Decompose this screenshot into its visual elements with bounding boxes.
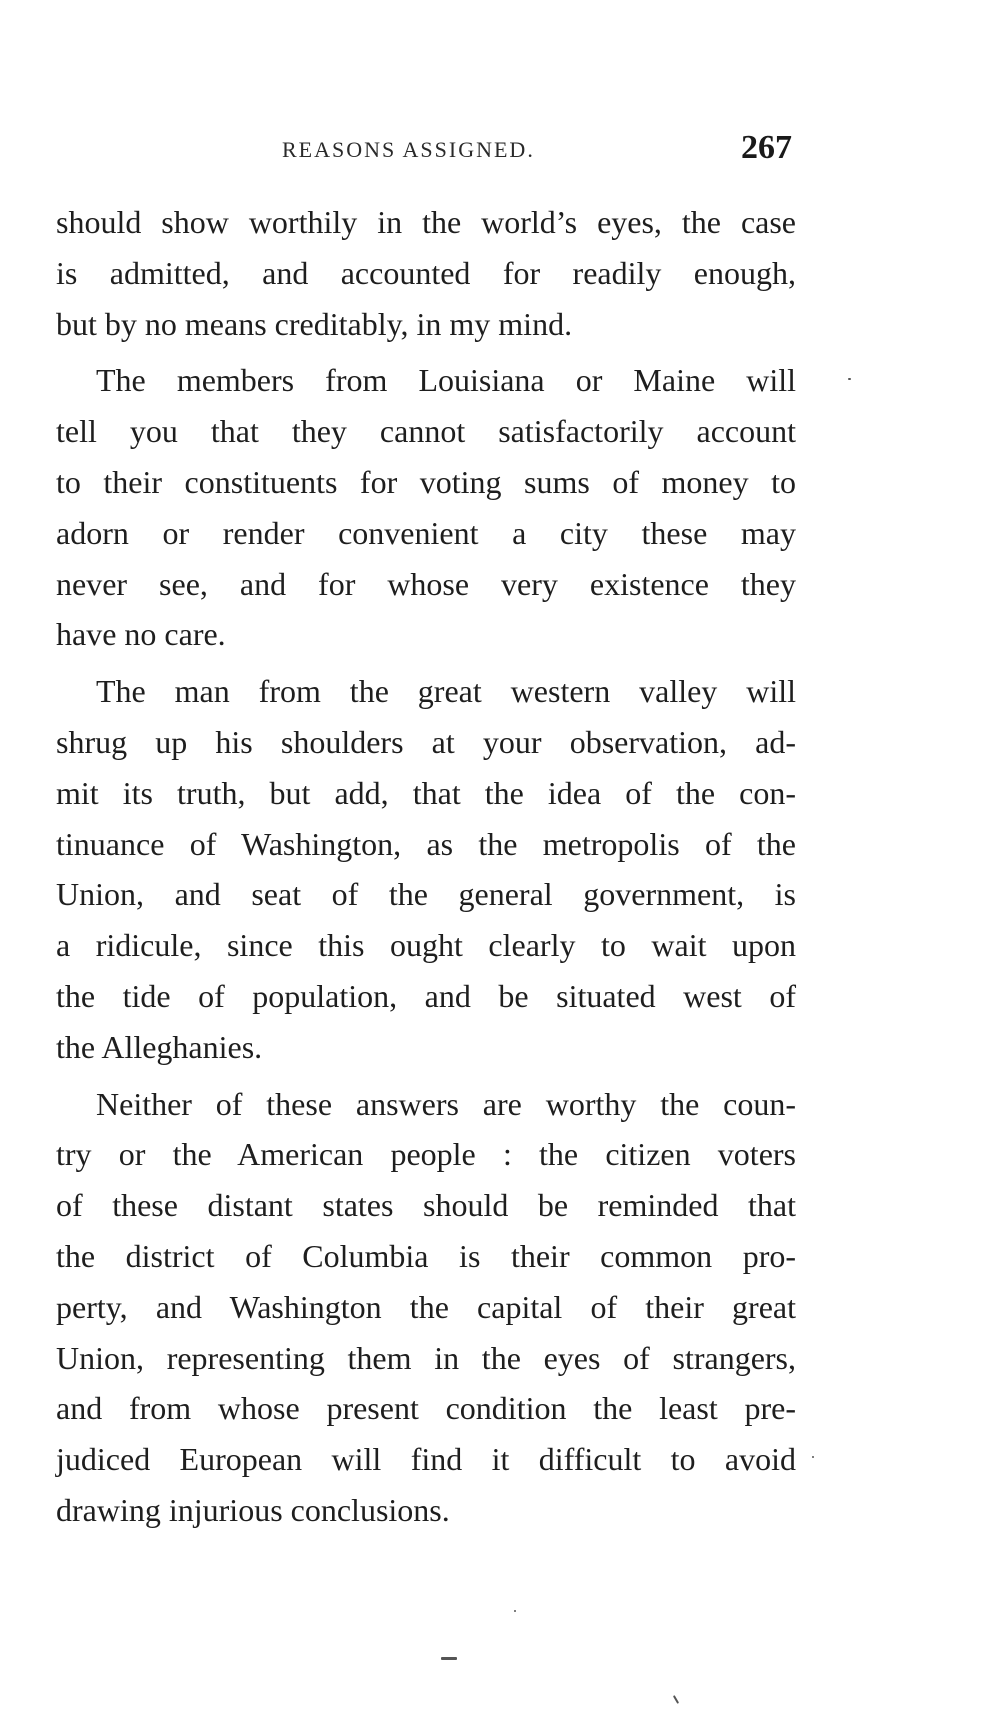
paragraph-4	[56, 1079, 796, 1536]
text-line: to their constituents for voting sums of money to	[56, 463, 796, 500]
text-line: adorn or render convenient a city these may	[56, 514, 796, 551]
text-line: the Alleghanies.	[56, 1028, 263, 1065]
text-line: tell you that they cannot satisfactorily account	[56, 413, 796, 450]
text-line: Neither of these answers are worthy the coun-	[96, 1085, 796, 1122]
body-text	[56, 197, 796, 1536]
scan-speck	[441, 1657, 457, 1660]
text-line: The man from the great western valley will	[96, 673, 796, 710]
text-line: the district of Columbia is their common pro-	[56, 1237, 796, 1274]
text-line: perty, and Washington the capital of their great	[56, 1288, 796, 1325]
text-line: the tide of population, and be situated west of	[56, 977, 796, 1014]
text-line: of these distant states should be reminded that	[56, 1187, 796, 1224]
page-number: 267	[741, 129, 792, 166]
scan-speck	[812, 1456, 814, 1458]
text-line: drawing injurious conclusions.	[56, 1491, 450, 1528]
text-line: Union, and seat of the general government, is	[56, 876, 796, 913]
text-line: a ridicule, since this ought clearly to wait upon	[56, 927, 796, 964]
text-line: mit its truth, but add, that the idea of the con-	[56, 774, 796, 811]
paragraph-1	[56, 197, 796, 349]
text-line: is admitted, and accounted for readily enough,	[56, 254, 796, 291]
text-line: tinuance of Washington, as the metropolis of the	[56, 825, 796, 862]
text-line: try or the American people : the citizen voters	[56, 1136, 796, 1173]
scan-speck	[673, 1695, 679, 1704]
text-line: Union, representing them in the eyes of strangers,	[56, 1339, 796, 1376]
text-line: should show worthily in the world’s eyes, the case	[56, 204, 796, 240]
running-title: REASONS ASSIGNED.	[282, 137, 535, 162]
text-line: but by no means creditably, in my mind.	[56, 305, 573, 342]
text-line: and from whose present condition the least pre-	[56, 1390, 796, 1427]
scan-speck	[514, 1610, 516, 1612]
text-line: judiced European will find it difficult to avoid	[56, 1441, 796, 1478]
text-line: never see, and for whose very existence they	[56, 565, 796, 602]
scan-speck	[848, 378, 851, 380]
text-line: have no care.	[56, 616, 226, 653]
paragraph-2	[56, 355, 796, 660]
text-line: shrug up his shoulders at your observation, ad-	[56, 723, 796, 760]
text-line: The members from Louisiana or Maine will	[96, 362, 796, 399]
running-head	[56, 129, 796, 173]
paragraph-3	[56, 666, 796, 1072]
